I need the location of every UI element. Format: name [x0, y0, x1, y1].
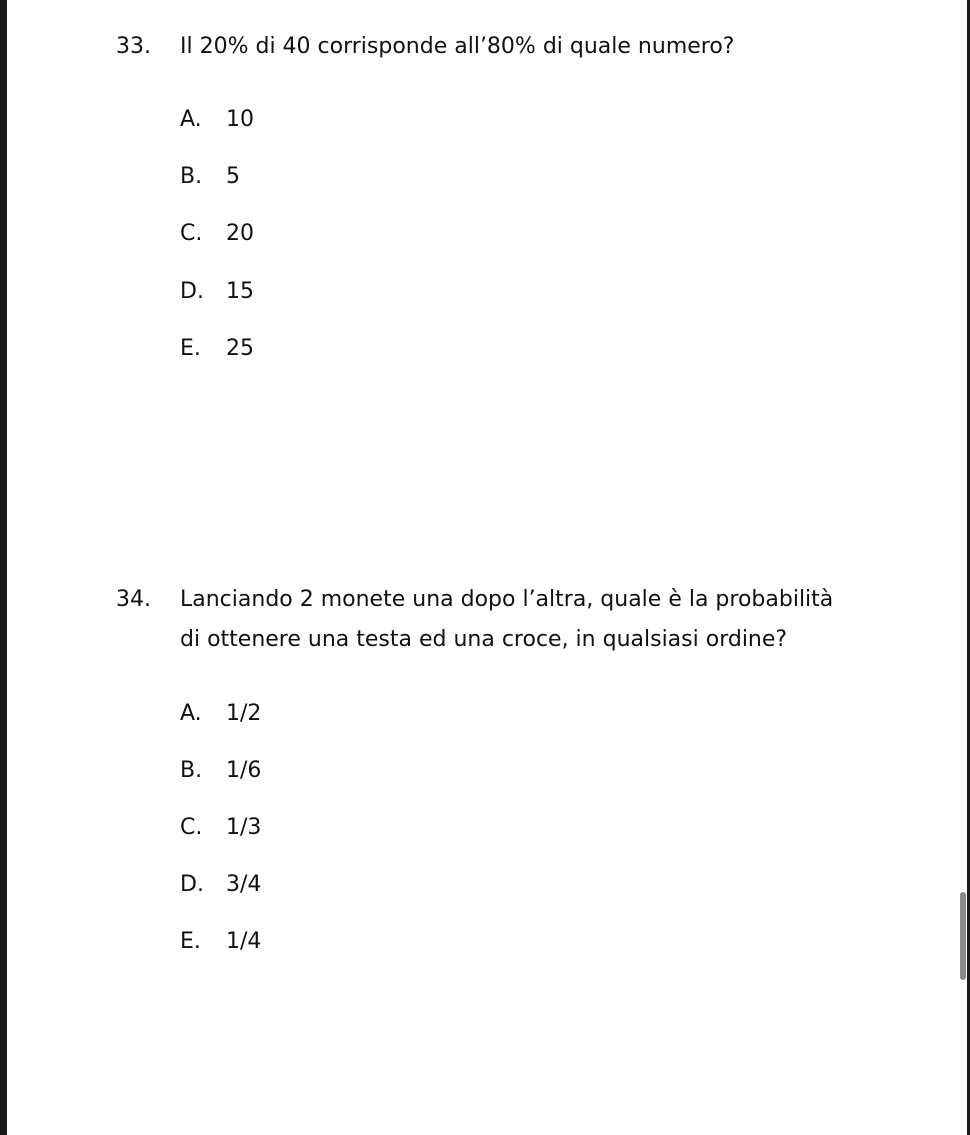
option-b[interactable]	[180, 162, 240, 192]
option-value: 20	[226, 221, 254, 246]
option-value: 1/3	[226, 815, 262, 840]
question-text-line: di ottenere una testa ed una croce, in qualsiasi ordine?	[180, 627, 788, 652]
option-letter: A.	[180, 107, 202, 132]
option-letter: B.	[180, 758, 203, 783]
question-number: 33.	[116, 34, 151, 59]
option-e[interactable]	[180, 927, 261, 957]
option-a[interactable]	[180, 699, 261, 729]
option-letter: C.	[180, 221, 203, 246]
question-text	[180, 580, 900, 660]
option-value: 5	[226, 164, 240, 189]
question-text-line: Lanciando 2 monete una dopo l’altra, quale è la probabilità	[180, 587, 834, 612]
option-value: 15	[226, 279, 254, 304]
option-letter: E.	[180, 929, 201, 954]
option-value: 10	[226, 107, 254, 132]
option-letter: E.	[180, 336, 201, 361]
option-value: 1/6	[226, 758, 262, 783]
scrollbar-thumb[interactable]	[960, 892, 966, 980]
option-d[interactable]	[180, 277, 254, 307]
option-a[interactable]	[180, 105, 254, 135]
option-b[interactable]	[180, 756, 261, 786]
option-value: 1/4	[226, 929, 262, 954]
option-c[interactable]	[180, 813, 261, 843]
option-value: 3/4	[226, 872, 262, 897]
option-c[interactable]	[180, 219, 254, 249]
left-window-border	[0, 0, 7, 1135]
option-d[interactable]	[180, 870, 261, 900]
question-text	[180, 27, 900, 67]
option-value: 1/2	[226, 701, 262, 726]
option-letter: C.	[180, 815, 203, 840]
option-letter: A.	[180, 701, 202, 726]
option-letter: D.	[180, 872, 204, 897]
question-text-line: Il 20% di 40 corrisponde all’80% di quale numero?	[180, 34, 735, 59]
vertical-scrollbar[interactable]	[959, 0, 967, 1135]
option-e[interactable]	[180, 334, 254, 364]
option-value: 25	[226, 336, 254, 361]
option-letter: B.	[180, 164, 203, 189]
option-letter: D.	[180, 279, 204, 304]
question-number: 34.	[116, 587, 151, 612]
